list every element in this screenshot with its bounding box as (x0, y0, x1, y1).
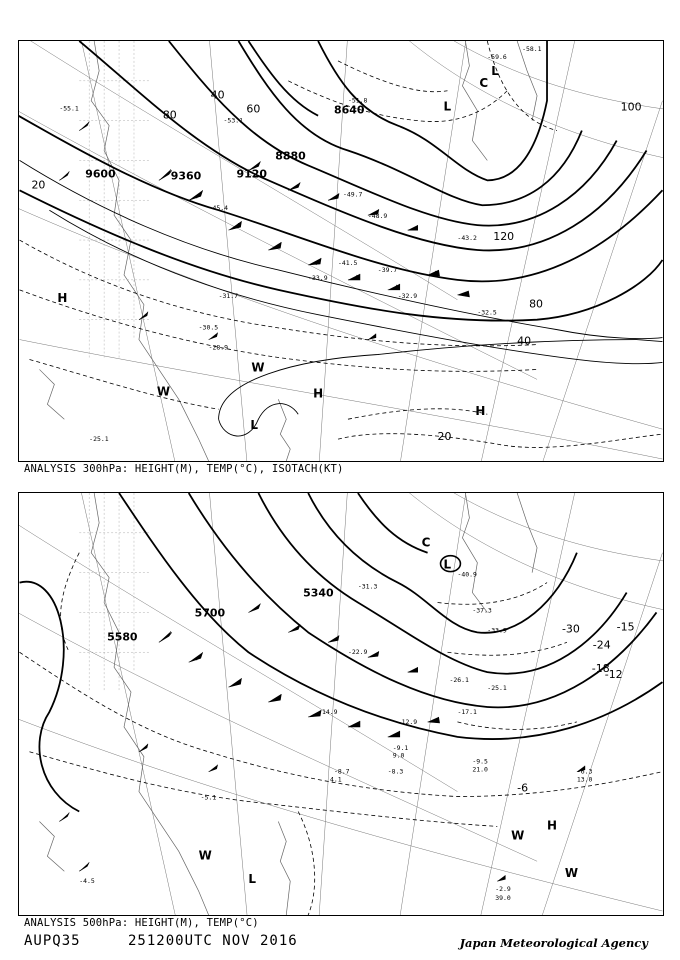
obs-value: 4.1 (330, 775, 342, 784)
lower-map-canvas (19, 493, 663, 915)
obs-value: -41.5 (338, 258, 358, 267)
isotherm-label: -24 (592, 638, 611, 652)
isotherm-label: -30 (561, 622, 580, 636)
obs-value: -43.2 (457, 234, 477, 243)
isotherm-label: -6 (517, 781, 529, 795)
isotherms (20, 41, 663, 447)
isotach-label: 80 (529, 297, 544, 311)
isotherm-label: -18 (591, 662, 610, 676)
low-symbol: L (248, 872, 257, 887)
obs-value: -45.4 (208, 204, 229, 213)
obs-value: -55.1 (59, 104, 79, 113)
obs-value: -48.9 (367, 212, 388, 221)
lower-panel-caption: ANALYSIS 500hPa: HEIGHT(M), TEMP(°C) (24, 917, 259, 929)
obs-value: -17.1 (457, 707, 477, 716)
obs-value: -37.3 (472, 606, 492, 615)
warm-symbol: W (156, 384, 171, 399)
isotach-label: 80 (162, 108, 177, 122)
high-symbol: H (57, 290, 68, 305)
obs-value: -4.5 (79, 877, 95, 886)
low-symbol: L (250, 418, 259, 433)
obs-value: -6.3 (576, 767, 593, 776)
isotach-label: 20 (31, 178, 46, 192)
obs-value: -33.9 (308, 273, 328, 282)
height-label: 5580 (107, 630, 138, 644)
obs-value: 9.0 (392, 751, 405, 760)
valid-time: 251200UTC NOV 2016 (128, 933, 298, 949)
warm-symbol: W (198, 848, 212, 863)
lower-analysis-map (18, 492, 664, 916)
isotach-labels (31, 89, 641, 443)
obs-value: -2.9 (495, 885, 511, 894)
obs-value: -51.8 (347, 96, 368, 105)
agency-credit: Japan Meteorological Agency (459, 936, 648, 950)
height-label: 9120 (236, 167, 267, 181)
height-contours (19, 41, 662, 321)
warm-symbol: W (564, 866, 579, 881)
obs-value: -8.7 (334, 767, 350, 776)
coastline (39, 41, 537, 461)
upper-panel-caption: ANALYSIS 300hPa: HEIGHT(M), TEMP(°C), ISOTACH(KT) (24, 463, 344, 475)
obs-value: -53.1 (223, 116, 243, 125)
height-label: 5700 (194, 606, 226, 620)
obs-value: 21.0 (472, 765, 488, 774)
isotherm-labels (517, 620, 634, 794)
obs-value: -28.9 (208, 343, 229, 352)
obs-value: -5.1 (200, 793, 217, 802)
wind-barbs (59, 122, 469, 340)
obs-value: -58.1 (522, 44, 542, 53)
warm-symbol: W (511, 828, 525, 843)
obs-value: -49.7 (342, 190, 363, 199)
wind-barbs (59, 603, 585, 881)
obs-value: -31.3 (357, 582, 378, 591)
isotach-label: 20 (437, 430, 452, 444)
obs-value: 13.0 (576, 775, 593, 784)
isotherm-label: -12 (604, 668, 623, 682)
low-symbol: L (491, 63, 499, 78)
height-label: 9360 (170, 169, 202, 183)
chart-identifier: AUPQ35 (24, 933, 81, 949)
obs-value: -9.1 (392, 743, 409, 752)
obs-value: -32.9 (397, 291, 418, 300)
obs-value: -26.1 (449, 676, 469, 685)
height-label: 9600 (85, 167, 116, 181)
high-symbol: H (547, 818, 558, 833)
high-symbol: H (475, 404, 486, 419)
isotach-label: 40 (517, 334, 532, 348)
obs-value: -25.1 (89, 435, 109, 444)
obs-value: -39.7 (377, 265, 398, 274)
height-label: 8880 (275, 149, 306, 163)
height-labels (107, 587, 334, 644)
obs-value: -30.5 (198, 323, 219, 332)
obs-value: -12.9 (397, 717, 418, 726)
graticule (19, 493, 663, 915)
obs-value: -59.6 (487, 52, 507, 61)
high-symbol: H (313, 386, 324, 401)
obs-value: -14.9 (318, 707, 338, 716)
obs-value: 39.0 (495, 894, 511, 903)
obs-value: -32.5 (477, 308, 497, 317)
isotherms (20, 553, 663, 915)
obs-value: -31.7 (218, 291, 239, 300)
low-symbol: L (443, 99, 452, 114)
pressure-symbols (199, 536, 578, 886)
temp-observations (79, 571, 592, 902)
height-label: 8640 (334, 103, 365, 117)
height-label: 5340 (303, 586, 334, 600)
upper-map-canvas (19, 41, 663, 461)
isotach-label: 120 (493, 230, 515, 244)
isotach-label: 60 (246, 102, 261, 116)
isotach-label: 100 (620, 100, 642, 114)
isotach-label: 40 (210, 88, 225, 102)
obs-value: -22.9 (347, 648, 368, 657)
low-symbol: L (443, 557, 452, 572)
upper-analysis-map (18, 40, 664, 462)
warm-symbol: W (251, 360, 265, 375)
obs-value: -9.5 (472, 757, 488, 766)
cold-symbol: C (421, 535, 431, 550)
isotherm-label: -15 (616, 620, 635, 634)
obs-value: -33.9 (487, 626, 507, 635)
obs-value: -25.1 (487, 684, 507, 693)
cold-symbol: C (479, 75, 489, 90)
obs-value: -40.9 (457, 570, 477, 579)
obs-value: -8.3 (387, 767, 404, 776)
